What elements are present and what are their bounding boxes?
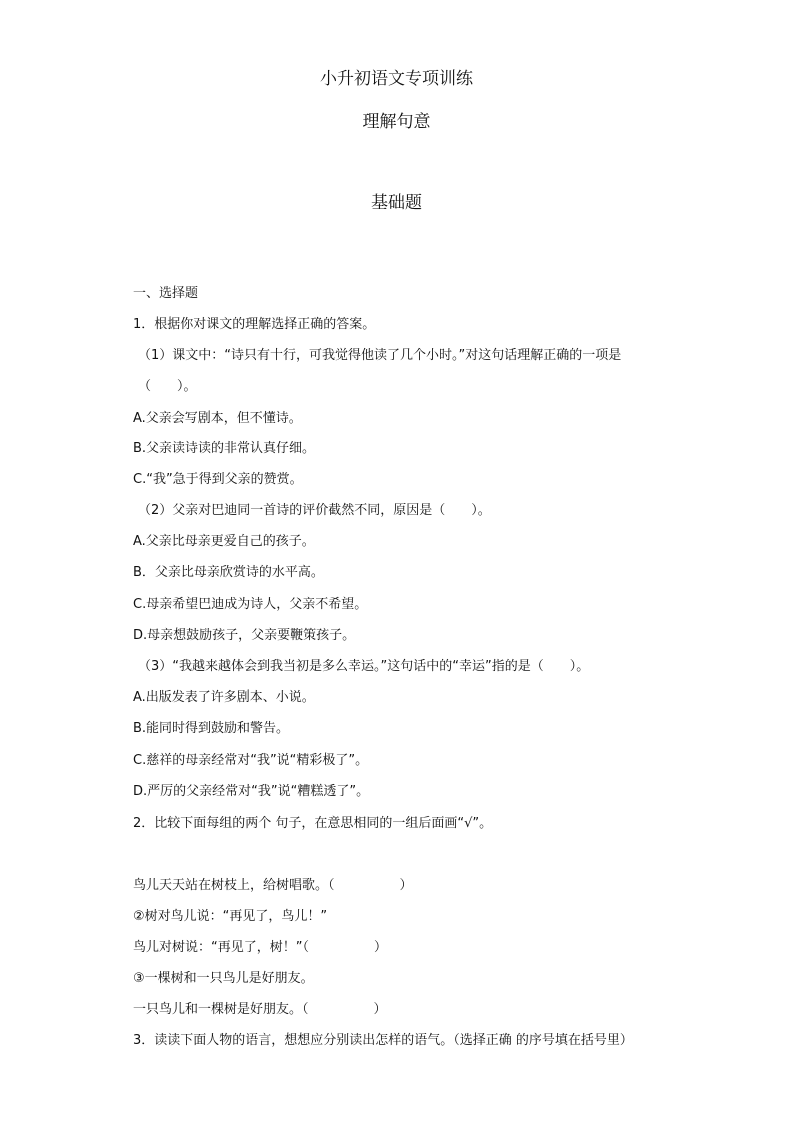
question-1-sub-1: （1）课文中：“诗只有十行，可我觉得他读了几个小时。”对这句话理解正确的一项是 [138, 348, 622, 363]
section-heading-choice: 一、选择题 [133, 286, 199, 301]
option-d: D.严厉的父亲经常对“我”说“糟糕透了”。 [133, 784, 370, 799]
sentence-pair-3-b: 一只鸟儿和一棵树是好朋友。（ ） [133, 1002, 387, 1017]
section-title: 基础题 [371, 193, 422, 213]
option-a: A.出版发表了许多剧本、小说。 [133, 690, 315, 705]
option-a: A.父亲会写剧本，但不懂诗。 [133, 411, 302, 426]
page-subtitle: 理解句意 [362, 112, 431, 132]
question-2: 2．比较下面每组的两个 句子，在意思相同的一组后面画“√”。 [133, 816, 493, 831]
option-b: B.父亲读诗读的非常认真仔细。 [133, 441, 316, 456]
option-c: C.“我”急于得到父亲的赞赏。 [133, 472, 303, 487]
option-b: B.能同时得到鼓励和警告。 [133, 721, 290, 736]
question-1: 1．根据你对课文的理解选择正确的答案。 [133, 317, 376, 332]
sentence-pair-3-a: ③一棵树和一只鸟儿是好朋友。 [133, 971, 314, 986]
sentence-pair-2-a: ②树对鸟儿说：“再见了，鸟儿！” [133, 909, 328, 924]
sentence-pair-1-b: 鸟儿天天站在树枝上，给树唱歌。（ ） [133, 878, 413, 893]
option-a: A.父亲比母亲更爱自己的孩子。 [133, 534, 315, 549]
option-c: C.母亲希望巴迪成为诗人，父亲不希望。 [133, 597, 368, 612]
question-1-sub-2: （2）父亲对巴迪同一首诗的评价截然不同，原因是（ ）。 [138, 503, 491, 518]
question-1-sub-3: （3）“我越来越体会到我当初是多么幸运。”这句话中的“幸运”指的是（ ）。 [138, 659, 590, 674]
option-c: C.慈祥的母亲经常对“我”说“精彩极了”。 [133, 753, 369, 768]
question-3: 3．读读下面人物的语言，想想应分别读出怎样的语气。（选择正确 的序号填在括号里） [133, 1033, 633, 1048]
option-d: D.母亲想鼓励孩子，父亲要鞭策孩子。 [133, 628, 356, 643]
sentence-pair-2-b: 鸟儿对树说：“再见了，树！”（ ） [133, 940, 387, 955]
question-1-sub-1-blank: （ ）。 [138, 379, 197, 394]
page-title: 小升初语文专项训练 [320, 69, 473, 89]
option-b: B．父亲比母亲欣赏诗的水平高。 [133, 565, 324, 580]
